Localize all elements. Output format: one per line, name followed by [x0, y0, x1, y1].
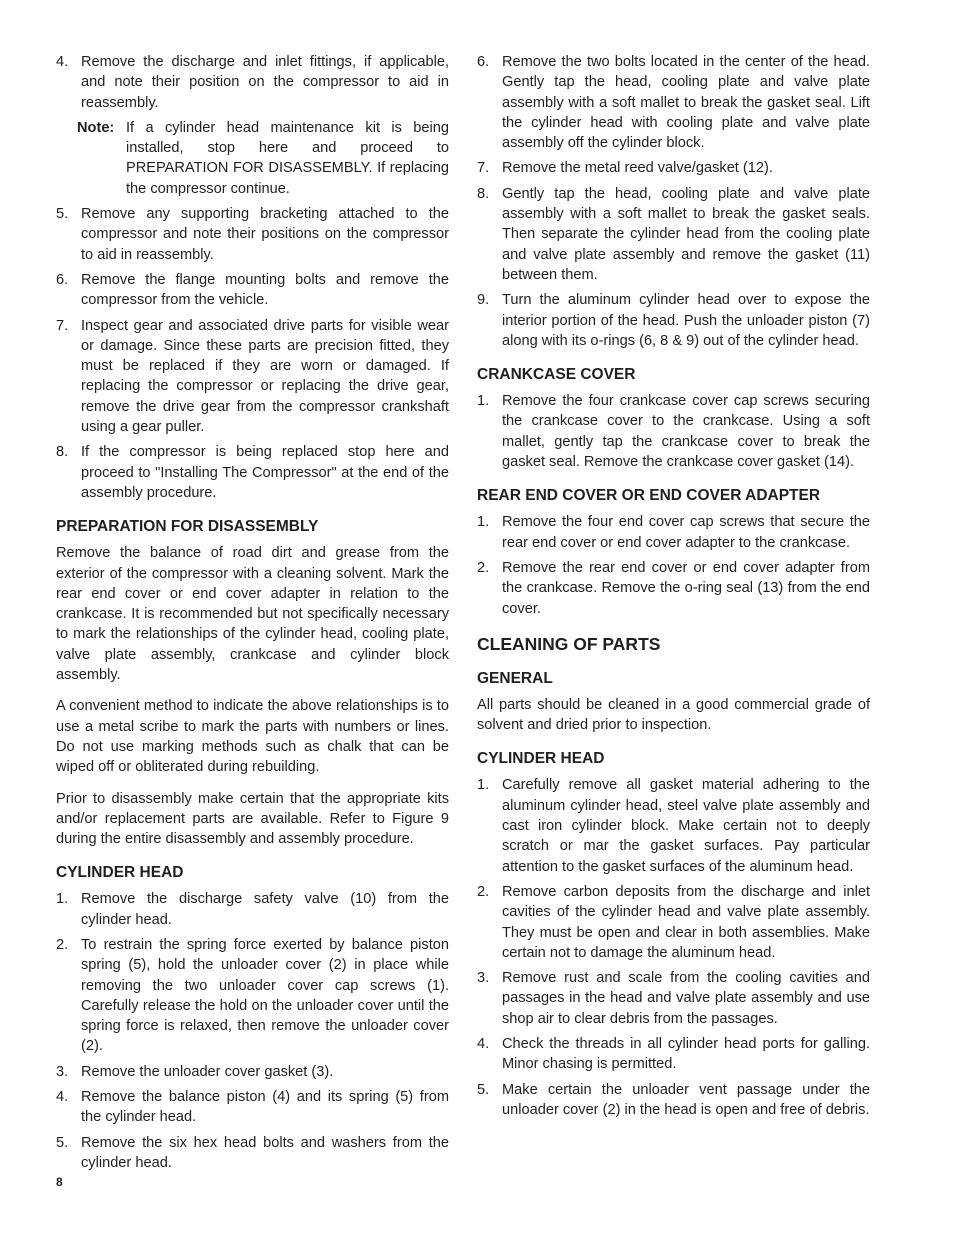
rear-end-cover-list [477, 512, 870, 618]
list-item [477, 290, 870, 351]
list-item [56, 889, 449, 930]
list-item-number: 4. [56, 1089, 69, 1106]
list-item [56, 316, 449, 438]
list-item [477, 775, 870, 876]
list-item [56, 1133, 449, 1174]
prep-paragraph: A convenient method to indicate the above relationships is to use a metal scribe to mark the parts with numbers or lines. Do not use marking methods such as chalk that can be wiped off or obliterated during rebuilding. [56, 698, 449, 776]
list-item [477, 1034, 870, 1075]
list-item-text: Remove any supporting bracketing attached to the compressor and note their positions on the compressor to aid in reassembly. [81, 206, 449, 263]
list-item [477, 968, 870, 1029]
cleaning-cylinder-head-list [477, 775, 870, 1120]
list-item-number: 6. [56, 271, 69, 288]
list-item [56, 442, 449, 503]
list-item-text: Turn the aluminum cylinder head over to expose the interior portion of the head. Push the unloader piston (7) along with its o-rings (6, 8 & 9) out of the cylinder head. [502, 292, 870, 349]
section-heading-crankcase-cover: CRANKCASE COVER [477, 366, 636, 384]
list-item-text: Remove the discharge safety valve (10) from the cylinder head. [81, 891, 449, 928]
list-item-text: Inspect gear and associated drive parts for visible wear or damage. Since these parts are precision fitted, they must be replaced if they are worn or damaged. If replacing the compressor or replacing the drive gear, remove the drive gear from the compressor crankshaft using a gear puller. [81, 317, 449, 436]
section-heading-general: GENERAL [477, 669, 553, 687]
list-item-number: 5. [477, 1081, 490, 1098]
note-text: If a cylinder head maintenance kit is being installed, stop here and proceed to PREPARATION FOR DISASSEMBLY. If replacing the compressor continue. [126, 119, 449, 197]
list-item [477, 184, 870, 285]
list-item-number: 6. [477, 54, 490, 70]
list-item [477, 512, 870, 553]
list-item-text: Remove the discharge and inlet fittings, if applicable, and note their position on the compressor to aid in reassembly. [81, 54, 449, 111]
prep-paragraph: Prior to disassembly make certain that the appropriate kits and/or replacement parts are available. Refer to Figure 9 during the entire disassembly and assembly procedure. [56, 790, 449, 848]
list-item-number: 1. [477, 777, 490, 794]
section-heading-cylinder-head: CYLINDER HEAD [56, 864, 184, 882]
list-item-text: Remove the unloader cover gasket (3). [81, 1063, 334, 1080]
note [56, 118, 449, 199]
list-item-text: Gently tap the head, cooling plate and valve plate assembly with a soft mallet to break the gasket seals. Then separate the cylinder head from the cooling plate and valve plate assembly and remove the gasket (11) between them. [502, 185, 870, 283]
removal-list-top [56, 52, 449, 113]
list-item [477, 1080, 870, 1121]
list-item [56, 270, 449, 311]
section-heading-cleaning-of-parts: CLEANING OF PARTS [477, 633, 661, 654]
list-item-number: 7. [56, 317, 69, 334]
list-item-number: 3. [56, 1063, 69, 1080]
cylinder-head-list [56, 889, 449, 1173]
list-item-text: Remove the metal reed valve/gasket (12). [502, 160, 773, 177]
list-item-number: 2. [56, 936, 69, 953]
list-item-number: 4. [477, 1035, 490, 1052]
list-item-number: 1. [477, 514, 490, 531]
list-item-text: Remove the four crankcase cover cap screws securing the crankcase cover to the crankcase. Using a soft mallet, gently tap the crankcase cover to break the gasket seal. Remove the crankcase cover gasket (14). [502, 393, 870, 471]
list-item-text: Remove the rear end cover or end cover adapter from the crankcase. Remove the o-ring seal (13) from the end cover. [502, 559, 870, 617]
list-item [477, 558, 870, 619]
list-item-number: 3. [477, 970, 490, 987]
list-item-number: 8. [477, 185, 490, 202]
prep-paragraph: Remove the balance of road dirt and grease from the exterior of the compressor with a cleaning solvent. Mark the rear end cover or end cover adapter in relation to the crankcase. It is recommended but not specifically necessary to mark the relationships of the cylinder head, cooling plate, valve plate assembly, crankcase and cylinder block assembly. [56, 545, 449, 684]
list-item [56, 935, 449, 1057]
list-item-number: 1. [477, 393, 490, 410]
section-heading-cleaning-cylinder-head: CYLINDER HEAD [477, 750, 605, 768]
list-item-number: 2. [477, 559, 490, 576]
list-item [477, 52, 870, 153]
list-item [477, 391, 870, 472]
crankcase-cover-list [477, 391, 870, 472]
list-item-number: 9. [477, 292, 490, 309]
list-item [477, 882, 870, 963]
list-item-text: Remove rust and scale from the cooling cavities and passages in the head and valve plate assembly and use shop air to clear debris from the passages. [502, 970, 870, 1027]
list-item-text: Make certain the unloader vent passage under the unloader cover (2) in the head is open and free of debris. [502, 1081, 870, 1118]
list-item-text: Remove the balance piston (4) and its spring (5) from the cylinder head. [81, 1089, 449, 1126]
list-item-text: Remove the two bolts located in the center of the head. Gently tap the head, cooling plate and valve plate assembly with a soft mallet to break the gasket seal. Lift the cylinder head with cooling plate and valve plate assembly off the cylinder block. [502, 54, 870, 152]
right-column [477, 52, 870, 1125]
list-item [56, 1087, 449, 1128]
list-item-text: Remove the six hex head bolts and washers from the cylinder head. [81, 1134, 449, 1171]
list-item-text: Remove carbon deposits from the discharge and inlet cavities of the cylinder head and valve plate assembly. They must be open and clear in both assemblies. Make certain not to damage the aluminum head. [502, 883, 870, 961]
list-item-number: 8. [56, 444, 69, 461]
section-heading-preparation: PREPARATION FOR DISASSEMBLY [56, 518, 319, 536]
list-item [56, 52, 449, 113]
list-item-text: Check the threads in all cylinder head ports for galling. Minor chasing is permitted. [502, 1035, 870, 1073]
section-heading-rear-end-cover: REAR END COVER OR END COVER ADAPTER [477, 487, 821, 505]
list-item-text: Remove the flange mounting bolts and remove the compressor from the vehicle. [81, 271, 449, 309]
left-column [56, 52, 449, 1178]
list-item-number: 4. [56, 54, 69, 70]
list-item-text: To restrain the spring force exerted by balance piston spring (5), hold the unloader cover (2) in place while removing the two unloader cover cap screws (1). Carefully release the hold on the unloader cover until the spring force is relaxed, then remove the unloader cover (2). [81, 936, 449, 1055]
list-item [477, 158, 870, 178]
general-paragraph: All parts should be cleaned in a good commercial grade of solvent and dried prior to inspection. [477, 696, 870, 734]
list-item-text: If the compressor is being replaced stop here and proceed to "Installing The Compressor" at the end of the assembly procedure. [81, 444, 449, 501]
cylinder-head-list-continued [477, 52, 870, 351]
list-item-text: Carefully remove all gasket material adhering to the aluminum cylinder head, steel valve plate assembly and cast iron cylinder block. Make certain not to deeply scratch or mar the gasket surfaces. Pay particular attention to the gasket surfaces of the aluminum head. [502, 777, 870, 875]
list-item-number: 2. [477, 883, 490, 900]
list-item-number: 5. [56, 206, 69, 223]
page-number: 8 [56, 1175, 63, 1189]
removal-list-rest [56, 204, 449, 503]
note-label: Note: [77, 119, 115, 136]
list-item [56, 204, 449, 265]
list-item-number: 7. [477, 160, 490, 177]
list-item [56, 1062, 449, 1082]
list-item-number: 1. [56, 891, 69, 908]
list-item-text: Remove the four end cover cap screws that secure the rear end cover or end cover adapter to the crankcase. [502, 514, 870, 551]
list-item-number: 5. [56, 1134, 69, 1151]
